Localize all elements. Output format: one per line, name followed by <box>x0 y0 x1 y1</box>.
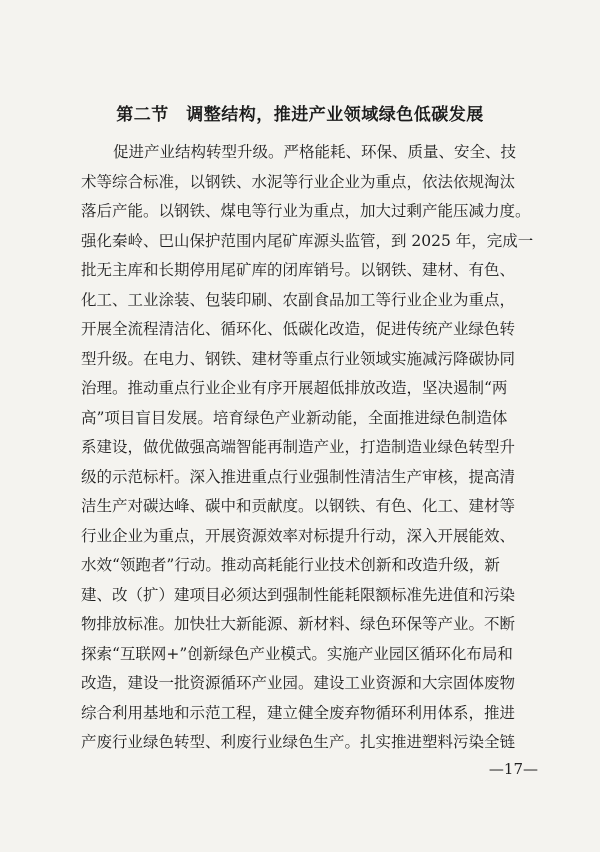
body-paragraph <box>81 138 551 758</box>
text-line: 批无主库和长期停用尾矿库的闭库销号。以钢铁、建材、有色、 <box>81 261 516 279</box>
text-line: 术等综合标准，以钢铁、水泥等行业企业为重点，依法依规淘汰 <box>81 172 516 191</box>
text-line: 高”项目盲目发展。培育绿色产业新动能，全面推进绿色制造体 <box>81 408 508 427</box>
text-line: 开展全流程清洁化、循环化、低碳化改造，促进传统产业绿色转 <box>81 320 516 338</box>
text-line: 化工、工业涂装、包装印刷、农副食品加工等行业企业为重点， <box>81 290 516 309</box>
text-line: 探索“互联网+”创新绿色产业模式。实施产业园区循环化布局和 <box>81 644 513 663</box>
text-line: 建、改（扩）建项目必须达到强制性能耗限额标准先进值和污染 <box>81 585 516 604</box>
text-line: 促进产业结构转型升级。严格能耗、环保、质量、安全、技 <box>113 143 517 161</box>
text-line: 水效“领跑者”行动。推动高耗能行业技术创新和改造升级，新 <box>81 556 500 574</box>
text-line: 综合利用基地和示范工程，建立健全废弃物循环利用体系，推进 <box>81 703 516 722</box>
text-line: 系建设，做优做强高端智能再制造产业，打造制造业绿色转型升 <box>81 438 516 456</box>
text-line: 产废行业绿色转型、利废行业绿色生产。扎实推进塑料污染全链 <box>81 733 516 751</box>
text-line: 治理。推动重点行业企业有序开展超低排放改造，坚决遏制“两 <box>81 379 508 397</box>
text-line: 型升级。在电力、钢铁、建材等重点行业领域实施减污降碳协同 <box>81 349 516 368</box>
text-line: 洁生产对碳达峰、碳中和贡献度。以钢铁、有色、化工、建材等 <box>81 497 516 515</box>
text-line: 强化秦岭、巴山保护范围内尾矿库源头监管，到 2025 年，完成一 <box>81 231 534 250</box>
text-line: 物排放标准。加快壮大新能源、新材料、绿色环保等产业。不断 <box>81 615 516 633</box>
text-line: 行业企业为重点，开展资源效率对标提升行动，深入开展能效、 <box>81 526 516 545</box>
text-line: 落后产能。以钢铁、煤电等行业为重点，加大过剩产能压减力度。 <box>81 202 531 220</box>
section-heading: 第二节 调整结构，推进产业领域绿色低碳发展 <box>116 105 484 125</box>
text-line: 改造，建设一批资源循环产业园。建设工业资源和大宗固体废物 <box>81 674 516 692</box>
text-line: 级的示范标杆。深入推进重点行业强制性清洁生产审核，提高清 <box>81 467 516 486</box>
page-number: —17— <box>488 760 538 778</box>
